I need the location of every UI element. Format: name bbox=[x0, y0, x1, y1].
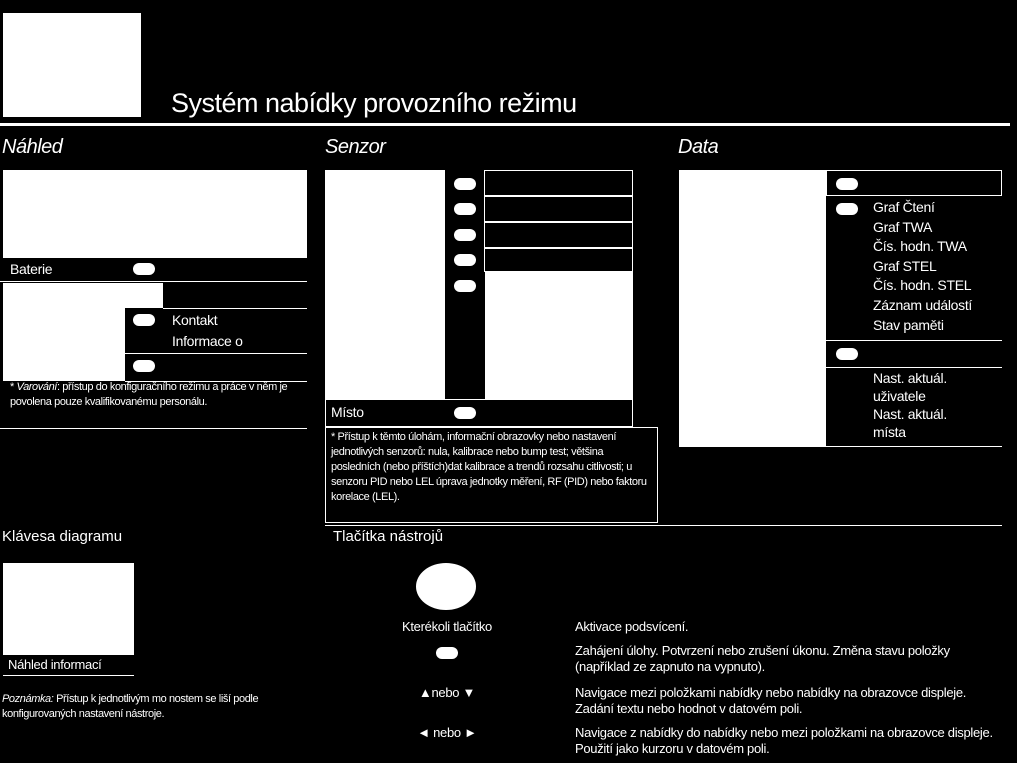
warning-asterisk: * bbox=[10, 381, 14, 393]
sensor-row-2 bbox=[484, 196, 633, 222]
any-button-icon bbox=[416, 563, 476, 610]
legend-info-box bbox=[3, 563, 134, 655]
config-button-icon bbox=[133, 360, 155, 372]
tool-buttons-heading: Tlačítka nástrojů bbox=[333, 528, 444, 545]
enter-button-icon bbox=[436, 647, 458, 659]
data-list-box bbox=[679, 170, 826, 447]
sensor-note bbox=[331, 430, 651, 505]
info-preview-label: Náhled informací bbox=[8, 657, 102, 672]
battery-label: Baterie bbox=[10, 261, 53, 277]
legend-note-label: Poznámka: bbox=[2, 693, 54, 705]
sensor-detail-box bbox=[485, 272, 633, 399]
data-group2 bbox=[873, 369, 947, 441]
contact-label: Kontakt bbox=[172, 312, 218, 328]
data-item-twa-value: Čís. hodn. TWA bbox=[873, 238, 967, 255]
data-button-icon-2 bbox=[836, 203, 858, 215]
sensor-note-text: Přístup k těmto úlohám, informační obrazovky nebo nastavení jednotlivých senzorů: nula, kalibrace nebo bump test; většina posledních (nebo příštích)dat kalibrace a trendů rozsahu citlivosti; u senzoru PID nebo LEL úprava jednotky měření, RF (PID) nebo faktoru korelace (LEL). bbox=[331, 431, 647, 503]
legend-note bbox=[2, 692, 302, 722]
legend-heading: Klávesa diagramu bbox=[2, 528, 123, 545]
key-left-right: ◄ nebo ► bbox=[417, 725, 477, 740]
data-rule-3 bbox=[826, 446, 1002, 447]
warning-label: Varování bbox=[16, 381, 57, 393]
sensor-note-asterisk: * bbox=[331, 431, 335, 443]
data-item-current-location-1: Nast. aktuál. bbox=[873, 406, 947, 422]
data-item-event-log: Záznam událostí bbox=[873, 296, 972, 313]
legend-note-text: Přístup k jednotlivým mo nostem se liší podle konfigurovaných nastavení nástroje. bbox=[2, 693, 259, 720]
sensor-button-icon-1 bbox=[454, 178, 476, 190]
data-button-icon-1 bbox=[836, 178, 858, 190]
location-label: Místo bbox=[331, 404, 364, 420]
sensor-row-3 bbox=[484, 222, 633, 248]
warning-text: : přístup do konfiguračního režimu a práce v něm je povolena pouze kvalifikovanému personálu. bbox=[10, 381, 288, 408]
data-item-stel-value: Čís. hodn. STEL bbox=[873, 277, 972, 294]
desc-left-right: Navigace z nabídky do nabídky nebo mezi položkami na obrazovce displeje. Použití jako kurzoru v datovém poli. bbox=[575, 725, 993, 756]
data-button-icon-3 bbox=[836, 348, 858, 360]
data-item-current-user-1: Nast. aktuál. bbox=[873, 370, 947, 386]
preview-submenu-rule bbox=[163, 308, 307, 309]
sensor-button-icon-5 bbox=[454, 280, 476, 292]
preview-heading: Náhled bbox=[2, 136, 63, 158]
legend-rule bbox=[3, 675, 134, 676]
location-button-icon bbox=[454, 407, 476, 419]
data-item-twa-graph: Graf TWA bbox=[873, 218, 933, 235]
key-any-button: Kterékoli tlačítko bbox=[402, 619, 492, 634]
preview-submenu-tab bbox=[125, 283, 163, 308]
data-rule-1 bbox=[826, 340, 1002, 341]
preview-screen-box bbox=[3, 170, 307, 258]
logo-placeholder bbox=[3, 13, 141, 117]
sensor-button-icon-3 bbox=[454, 229, 476, 241]
sensor-row-1 bbox=[484, 170, 633, 196]
header-divider bbox=[0, 123, 1010, 126]
warning-note bbox=[10, 380, 290, 410]
sensor-button-icon-4 bbox=[454, 254, 476, 266]
desc-up-down: Navigace mezi položkami nabídky nebo nabídky na obrazovce displeje. Zadání textu nebo hodnot v datovém poli. bbox=[575, 685, 967, 716]
data-item-stel-graph: Graf STEL bbox=[873, 257, 937, 274]
warning-rule bbox=[0, 428, 307, 429]
desc-enter-button: Zahájení úlohy. Potvrzení nebo zrušení úkonu. Změna stavu položky (například ze zapnuto na vypnuto). bbox=[575, 643, 950, 674]
data-heading: Data bbox=[678, 136, 719, 158]
data-group1 bbox=[873, 198, 972, 335]
desc-any-button: Aktivace podsvícení. bbox=[575, 619, 689, 634]
preview-submenu-box bbox=[3, 283, 125, 381]
sensor-heading: Senzor bbox=[325, 136, 386, 158]
contact-button-icon bbox=[133, 314, 155, 326]
sensor-row-4 bbox=[484, 248, 633, 272]
sensor-button-icon-2 bbox=[454, 203, 476, 215]
battery-button-icon bbox=[133, 263, 155, 275]
data-item-memory-status: Stav paměti bbox=[873, 316, 944, 333]
page-title: Systém nabídky provozního režimu bbox=[171, 88, 577, 118]
info-label: Informace o bbox=[172, 333, 243, 349]
key-up-down: ▲nebo ▼ bbox=[418, 685, 476, 700]
data-item-current-location-2: místa bbox=[873, 424, 906, 440]
legend-divider bbox=[325, 525, 1002, 526]
battery-rule bbox=[0, 281, 307, 282]
data-item-current-user-2: uživatele bbox=[873, 388, 926, 404]
data-rule-2 bbox=[826, 367, 1002, 368]
data-item-reading-graph: Graf Čtení bbox=[873, 199, 935, 215]
location-row bbox=[325, 399, 633, 427]
info-rule bbox=[125, 353, 307, 354]
sensor-list-box bbox=[325, 170, 445, 399]
